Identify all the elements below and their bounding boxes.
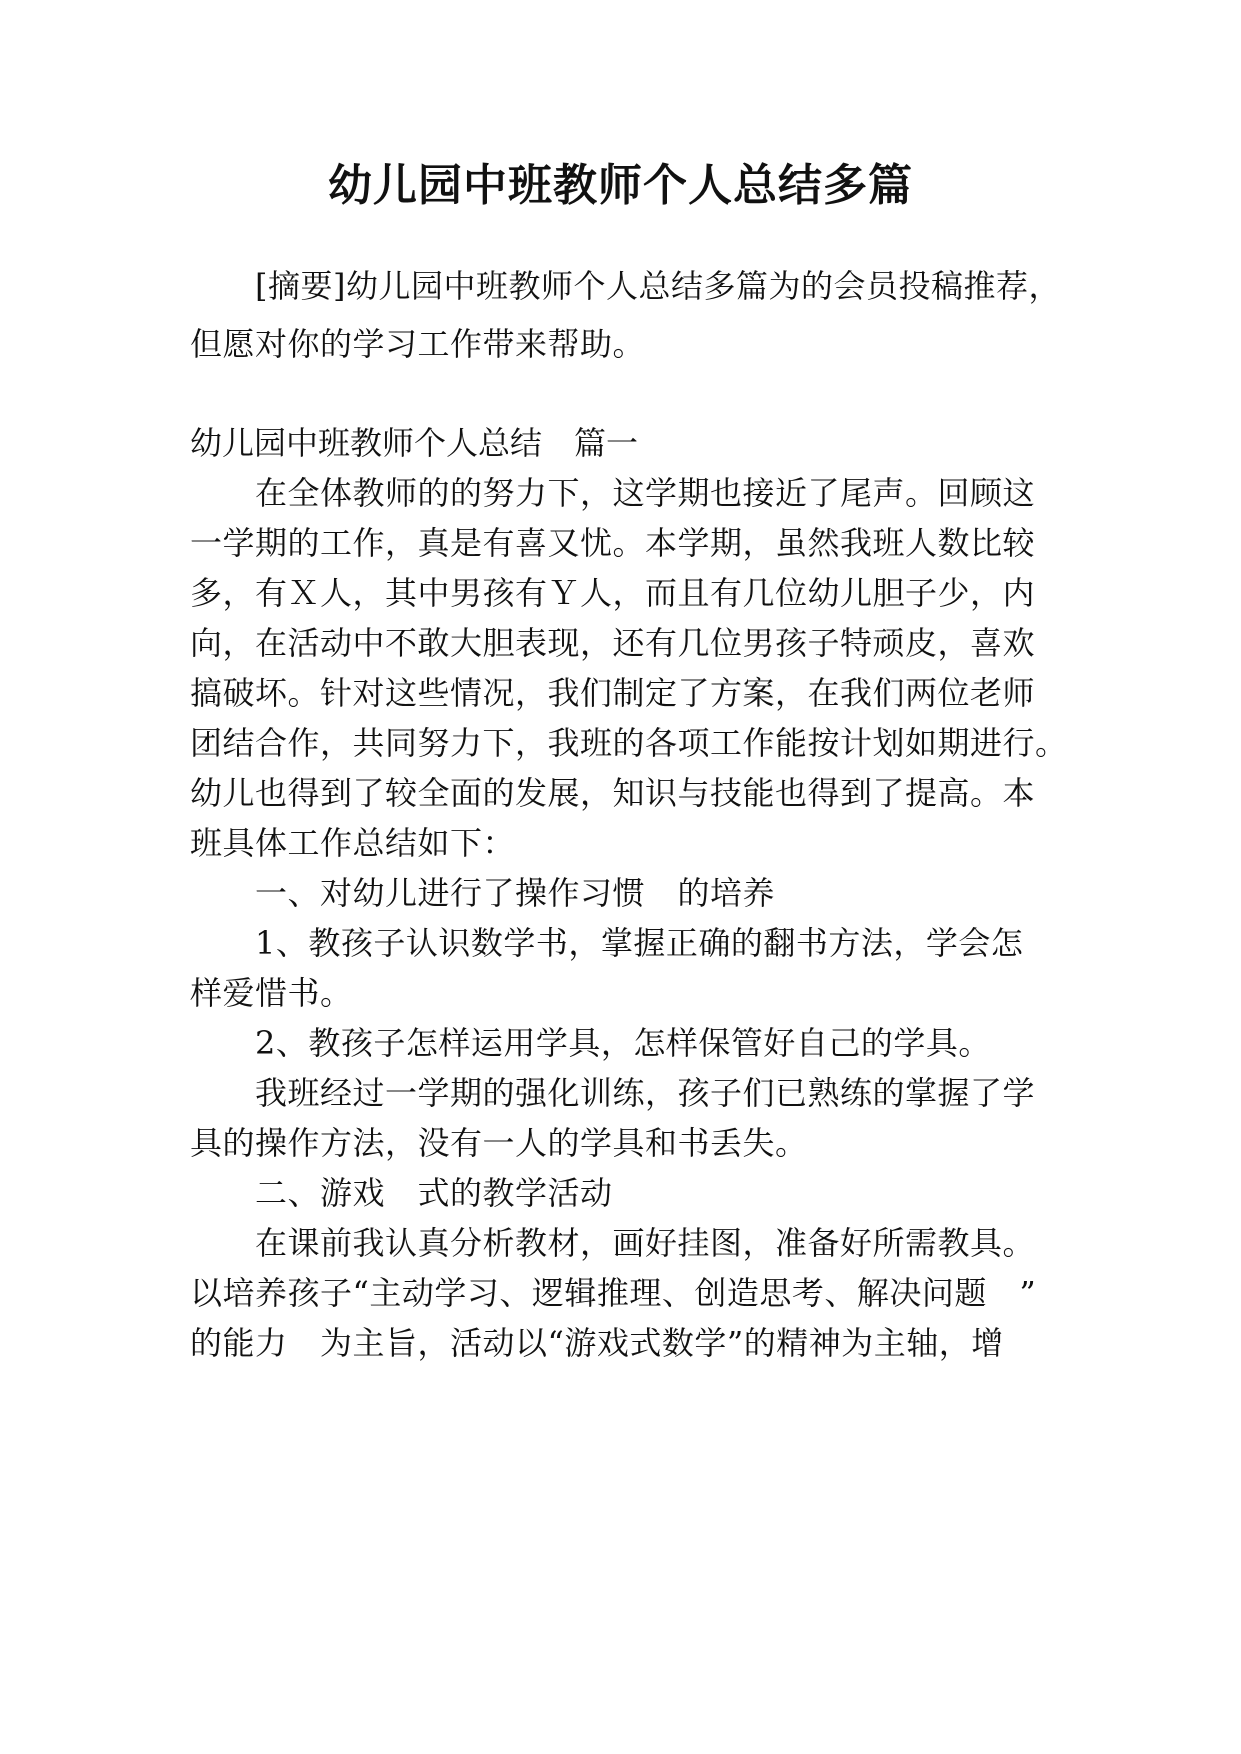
list-heading: 二、游戏 式的教学活动	[255, 1174, 613, 1212]
abstract-line: 但愿对你的学习工作带来帮助。	[190, 325, 646, 363]
paragraph-line: 一学期的工作，真是有喜又忧。本学期，虽然我班人数比较	[190, 524, 1036, 562]
list-item: 2、教孩子怎样运用学具，怎样保管好自己的学具。	[255, 1024, 991, 1062]
document-title: 幼儿园中班教师个人总结多篇	[328, 160, 913, 211]
paragraph-line: 团结合作，共同努力下，我班的各项工作能按计划如期进行。	[190, 724, 1068, 762]
paragraph-line: 具的操作方法，没有一人的学具和书丢失。	[190, 1124, 808, 1162]
paragraph-line: 的能力 为主旨，活动以“游戏式数学”的精神为主轴，增	[190, 1324, 1004, 1362]
paragraph-line: 在课前我认真分析教材，画好挂图，准备好所需教具。	[255, 1224, 1036, 1262]
paragraph-line: 幼儿也得到了较全面的发展，知识与技能也得到了提高。本	[190, 774, 1036, 812]
list-heading: 一、对幼儿进行了操作习惯 的培养	[255, 874, 776, 912]
paragraph-line: 搞破坏。针对这些情况，我们制定了方案，在我们两位老师	[190, 674, 1036, 712]
paragraph-line: 我班经过一学期的强化训练，孩子们已熟练的掌握了学	[255, 1074, 1036, 1112]
list-item: 1、教孩子认识数学书，掌握正确的翻书方法，学会怎	[255, 924, 1024, 962]
paragraph-line: 班具体工作总结如下：	[190, 824, 516, 862]
section-heading: 幼儿园中班教师个人总结 篇一	[190, 424, 639, 462]
paragraph-line: 向，在活动中不敢大胆表现，还有几位男孩子特顽皮，喜欢	[190, 624, 1036, 662]
abstract-line: [摘要]幼儿园中班教师个人总结多篇为的会员投稿推荐，	[255, 267, 1061, 305]
paragraph-line: 以培养孩子“主动学习、逻辑推理、创造思考、解决问题 ”	[190, 1274, 1037, 1312]
list-item-continuation: 样爱惜书。	[190, 974, 353, 1012]
paragraph-line: 多，有Ｘ人，其中男孩有Ｙ人，而且有几位幼儿胆子少，内	[190, 574, 1036, 612]
paragraph-line: 在全体教师的的努力下，这学期也接近了尾声。回顾这	[255, 474, 1036, 512]
